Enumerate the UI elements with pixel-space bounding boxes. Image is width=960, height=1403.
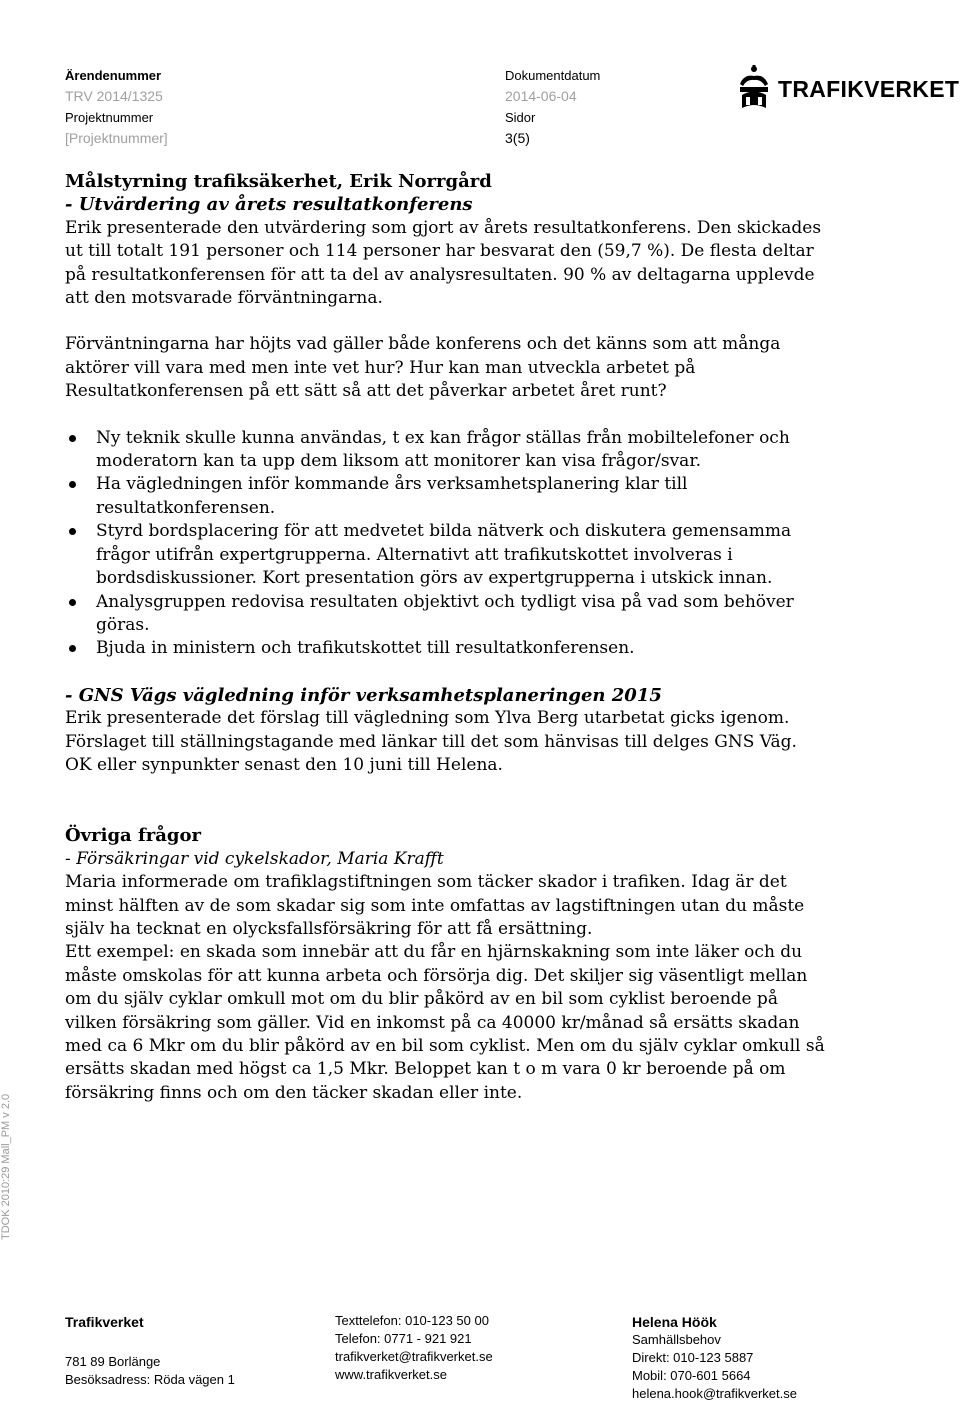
projekt-value: [Projektnummer] <box>65 130 168 146</box>
list-item-text: Analysgruppen redovisa resultaten objektivt och tydligt visa på vad som behöver göras. <box>96 591 794 635</box>
paragraph-utvardering: Erik presenterade den utvärdering som gjort av årets resultatkonferens. Den skickades ut till totalt 191 personer och 114 personer har besvarat den (59,7 %). De flesta deltar på resultatkonferensen för att ta del av analysresultaten. 90 % av deltagarna upplevde att den motsvarade förväntningarna. <box>65 217 822 309</box>
footer-email[interactable]: trafikverket@trafikverket.se <box>335 1349 493 1364</box>
footer-person-dept: Samhällsbehov <box>632 1332 721 1347</box>
list-item-text: Ha vägledningen inför kommande års verksamhetsplanering klar till resultatkonferensen. <box>96 474 688 518</box>
template-id-side-text: TDOK 2010:29 Mall_PM v 2.0 <box>0 1093 12 1240</box>
bullet-icon <box>69 645 76 652</box>
footer-postal: 781 89 Borlänge <box>65 1354 161 1369</box>
section-heading-malstyrning: Målstyrning trafiksäkerhet, Erik Norrgård <box>65 171 492 192</box>
crown-emblem-icon <box>734 64 774 110</box>
footer-web[interactable]: www.trafikverket.se <box>335 1367 447 1382</box>
datum-label: Dokumentdatum <box>505 68 601 83</box>
arende-value: TRV 2014/1325 <box>65 88 163 104</box>
footer-person <box>632 1313 797 1403</box>
sidor-value: 3(5) <box>505 130 530 146</box>
footer-person-direct: Direkt: 010-123 5887 <box>632 1350 754 1365</box>
subheading-gns-vag: - GNS Vägs vägledning inför verksamhetsplaneringen 2015 <box>65 684 662 706</box>
list-item <box>65 473 825 520</box>
projekt-label: Projektnummer <box>65 110 154 125</box>
footer-tel: Telefon: 0771 - 921 921 <box>335 1331 472 1346</box>
list-item <box>65 591 825 638</box>
footer-person-mobile: Mobil: 070-601 5664 <box>632 1368 751 1383</box>
subheading-forsakringar: - Försäkringar vid cykelskador, Maria Krafft <box>65 848 444 869</box>
footer-person-email[interactable]: helena.hook@trafikverket.se <box>632 1386 797 1401</box>
arende-label: Ärendenummer <box>65 68 162 83</box>
bullet-icon <box>69 599 76 606</box>
paragraph-trafiklagstiftning: Maria informerade om trafiklagstiftningen som täcker skador i trafiken. Idag är det minst hälften av de som skadar sig som inte omfattas av lagstiftningen utan du måste själv ha tecknat en olycksfallsförsäkring för att få ersättning. <box>65 872 805 939</box>
trafikverket-logo <box>734 64 960 110</box>
paragraph-exempel: Ett exempel: en skada som innebär att du får en hjärnskakning som inte läker och du måste omskolas för att kunna arbeta och försörja dig. Det skiljer sig väsentligt mellan om du själv cyklar omkull mot om du blir påkörd av en bil som cyklist beroende på vilken försäkring som gäller. Vid en inkomst på ca 40000 kr/månad så ersätts skadan med ca 6 Mkr om du blir påkörd av en bil som cyklist. Men om du själv cyklar omkull så ersätts skadan med högst ca 1,5 Mkr. Beloppet kan t o m vara 0 kr beroende på om försäkring finns och om den täcker skadan eller inte. <box>65 942 825 1103</box>
list-item <box>65 637 825 660</box>
footer-texttel: Texttelefon: 010-123 50 00 <box>335 1313 489 1328</box>
logo-wordmark: TRAFIKVERKET <box>778 76 960 102</box>
footer-org <box>65 1313 235 1389</box>
section-heading-ovriga-fragor: Övriga frågor <box>65 825 201 847</box>
footer-contact <box>335 1312 493 1384</box>
list-item-text: Ny teknik skulle kunna användas, t ex kan frågor ställas från mobiltelefoner och moderatorn kan ta upp dem liksom att monitorer kan visa frågor/svar. <box>96 427 790 472</box>
paragraph-forvantningar: Förväntningarna har höjts vad gäller både konferens och det känns som att många aktörer vill vara med men inte vet hur? Hur kan man utveckla arbetet på Resultatkonferensen på ett sätt så att det påverkar arbetet året runt? <box>65 334 781 402</box>
bullet-list <box>65 427 825 661</box>
list-item-text: Bjuda in ministern och trafikutskottet till resultatkonferensen. <box>96 638 635 659</box>
bullet-icon <box>69 481 76 488</box>
bullet-icon <box>69 528 76 535</box>
list-item <box>65 520 825 590</box>
footer-visit-address: Besöksadress: Röda vägen 1 <box>65 1372 235 1387</box>
datum-value: 2014-06-04 <box>505 88 577 104</box>
document-body <box>65 170 825 1105</box>
sidor-label: Sidor <box>505 110 536 125</box>
list-item <box>65 427 825 474</box>
subheading-utvardering: - Utvärdering av årets resultatkonferens <box>65 194 473 216</box>
list-item-text: Styrd bordsplacering för att medvetet bilda nätverk och diskutera gemensamma frågor utifrån expertgrupperna. Alternativt att trafikutskottet involveras i bordsdiskussioner. Kort presentation görs av expertgrupperna i utskick innan. <box>96 521 792 589</box>
bullet-icon <box>69 435 76 442</box>
paragraph-gns-vag: Erik presenterade det förslag till vägledning som Ylva Berg utarbetat gicks igenom. Förslaget till ställningstagande med länkar till det som hänvisas till delges GNS Väg. OK eller synpunkter senast den 10 juni till Helena. <box>65 708 797 775</box>
footer-org-name: Trafikverket <box>65 1314 144 1330</box>
footer-person-name: Helena Höök <box>632 1314 717 1330</box>
